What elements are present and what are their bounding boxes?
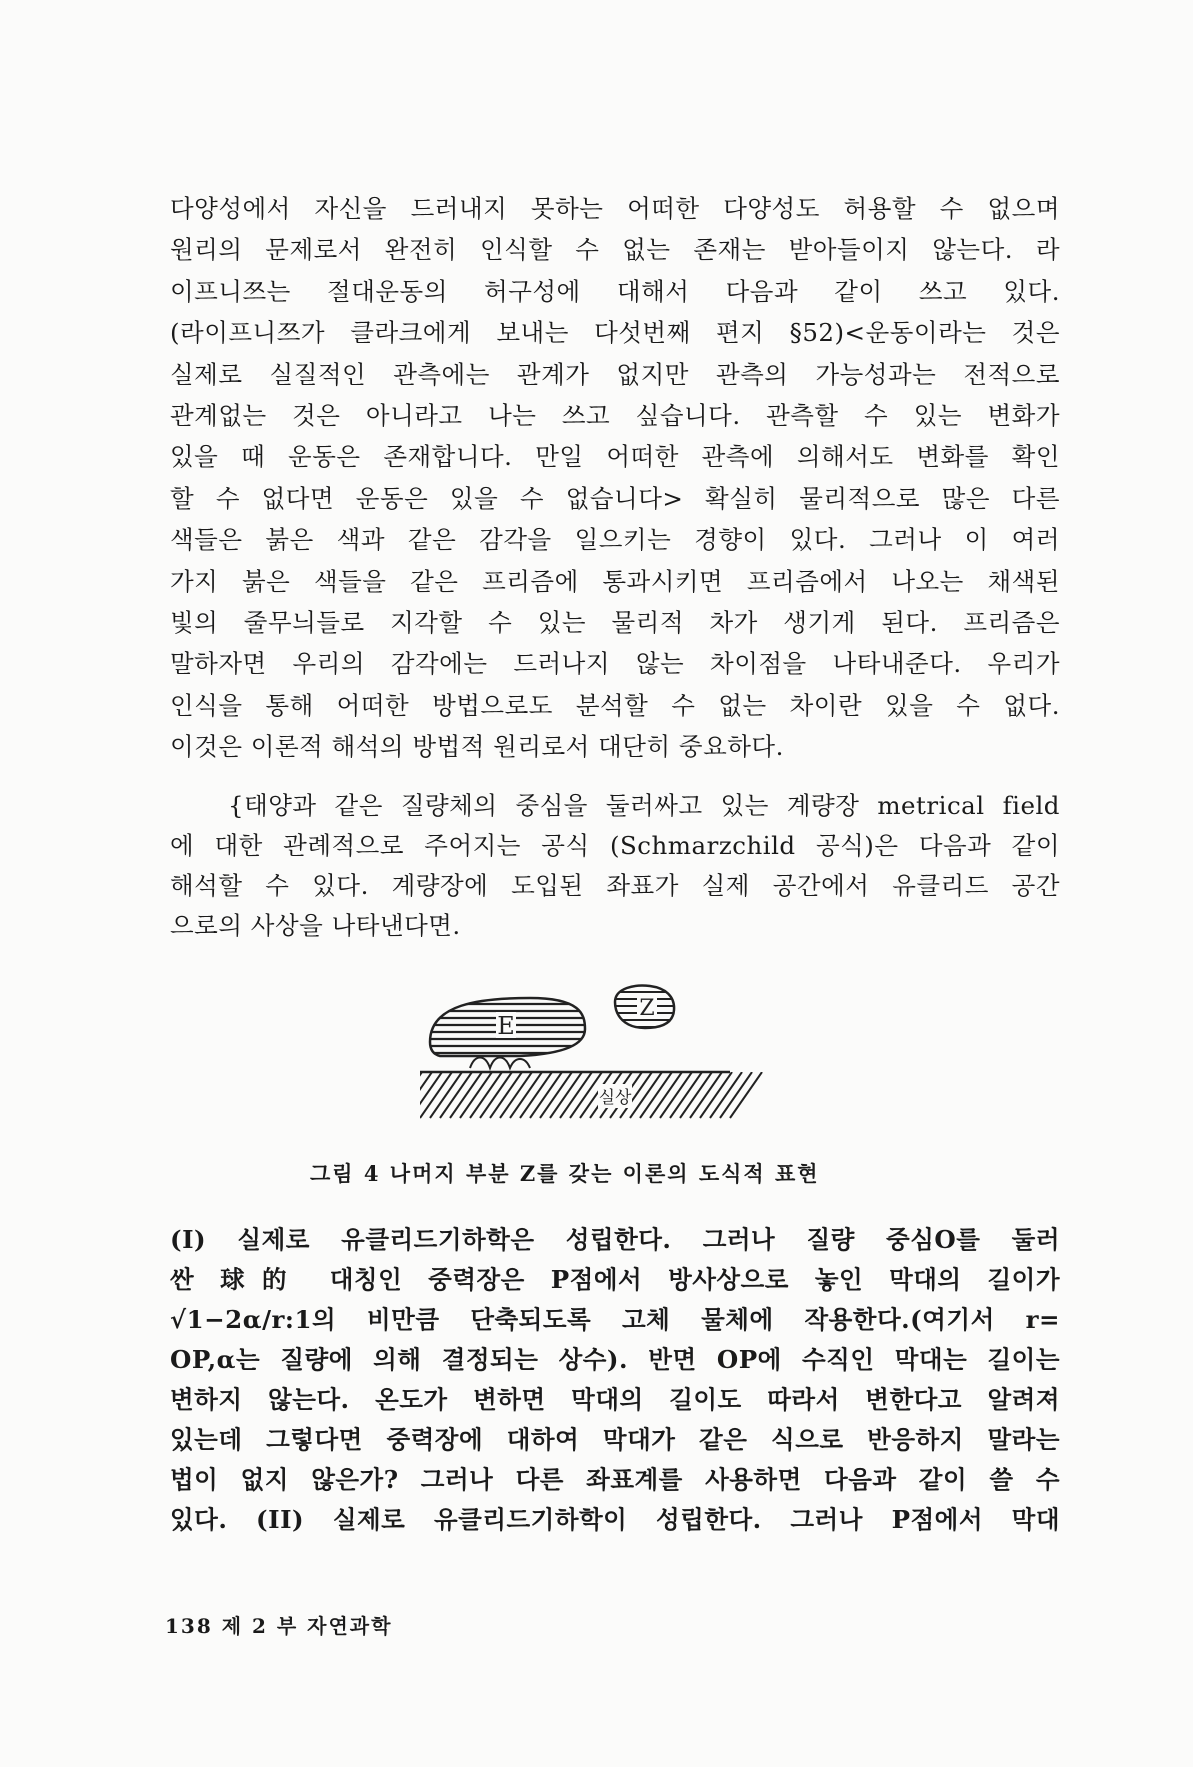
text-line: 이프니쯔는 절대운동의 허구성에 대해서 다음과 같이 쓰고 있다. (170, 276, 1060, 306)
label-ground: 실상 (598, 1088, 632, 1108)
text-line: 색들은 붉은 색과 같은 감각을 일으키는 경향이 있다. 그러나 이 여러 (170, 525, 1060, 555)
text-line: 싼 球的 대칭인 중력장은 P점에서 방사상으로 놓인 막대의 길이가 (170, 1265, 1060, 1294)
text-line: 해석할 수 있다. 계량장에 도입된 좌표가 실제 공간에서 유클리드 공간 (170, 871, 1060, 900)
text-line: 원리의 문제로서 완전히 인식할 수 없는 존재는 받아들이지 않는다. 라 (170, 235, 1060, 265)
text-line: 있다. (II) 실제로 유클리드기하학이 성립한다. 그러나 P점에서 막대 (170, 1505, 1060, 1534)
text-line: (I) 실제로 유클리드기하학은 성립한다. 그러나 질량 중심O를 둘러 (170, 1225, 1060, 1254)
text-line: 에 대한 관례적으로 주어지는 공식 (Schmarzchild 공식)은 다음과 같이 (170, 831, 1060, 860)
text-line: (라이프니쯔가 클라크에게 보내는 다섯번째 편지 §52)<운동이라는 것은 (170, 318, 1060, 348)
page-footer: 138 제 2 부 자연과학 (165, 1614, 393, 1638)
text-line: 실제로 실질적인 관측에는 관계가 없지만 관측의 가능성과는 전적으로 (170, 359, 1060, 389)
text-line: 할 수 없다면 운동은 있을 수 없습니다> 확실히 물리적으로 많은 다른 (170, 483, 1060, 513)
region-z-shape (610, 986, 680, 1028)
text-line: 인식을 통해 어떠한 방법으로도 분석할 수 없는 차이란 있을 수 없다. (170, 690, 1060, 720)
text-line: √1−2α/r:1의 비만큼 단축되도록 고체 물체에 작용한다.(여기서 r= (170, 1305, 1060, 1334)
text-line: 가지 붉은 색들을 같은 프리즘에 통과시키면 프리즘에서 나오는 채색된 (170, 566, 1060, 596)
paragraph-metrical-field (170, 786, 1060, 946)
text-line: 이것은 이론적 해석의 방법적 원리로서 대단히 중요하다. (170, 732, 784, 762)
text-line: OP,α는 질량에 의해 결정되는 상수). 반면 OP에 수직인 막대는 길이는 (170, 1345, 1060, 1374)
text-line: 다양성에서 자신을 드러내지 못하는 어떠한 다양성도 허용할 수 없으며 (170, 194, 1060, 223)
text-line: 변하지 않는다. 온도가 변하면 막대의 길이도 따라서 변한다고 알려져 (170, 1385, 1060, 1414)
region-e-shape (420, 998, 600, 1068)
label-e: E (497, 1012, 515, 1040)
ground-hatching (420, 1072, 762, 1118)
figure-caption: 그림 4 나머지 부분 Z를 갖는 이론의 도식적 표현 (310, 1161, 820, 1186)
label-z: Z (639, 996, 655, 1021)
figure-4-diagram (420, 984, 840, 1134)
text-line: 말하자면 우리의 감각에는 드러나지 않는 차이점을 나타내준다. 우리가 (170, 649, 1060, 679)
text-line: 있는데 그렇다면 중력장에 대하여 막대가 같은 식으로 반응하지 말라는 (170, 1425, 1060, 1454)
paragraph-euclidean (170, 1220, 1060, 1540)
text-line: 관계없는 것은 아니라고 나는 쓰고 싶습니다. 관측할 수 있는 변화가 (170, 400, 1060, 430)
text-line: {태양과 같은 질량체의 중심을 둘러싸고 있는 계량장 metrical field (228, 791, 1060, 820)
text-line: 법이 없지 않은가? 그러나 다른 좌표계를 사용하면 다음과 같이 쓸 수 (170, 1465, 1060, 1494)
text-line: 있을 때 운동은 존재합니다. 만일 어떠한 관측에 의해서도 변화를 확인 (170, 442, 1060, 472)
text-line: 빛의 줄무늬들로 지각할 수 있는 물리적 차가 생기게 된다. 프리즘은 (170, 607, 1060, 637)
text-line: 으로의 사상을 나타낸다면. (170, 911, 461, 940)
paragraph-leibniz (170, 188, 1060, 767)
